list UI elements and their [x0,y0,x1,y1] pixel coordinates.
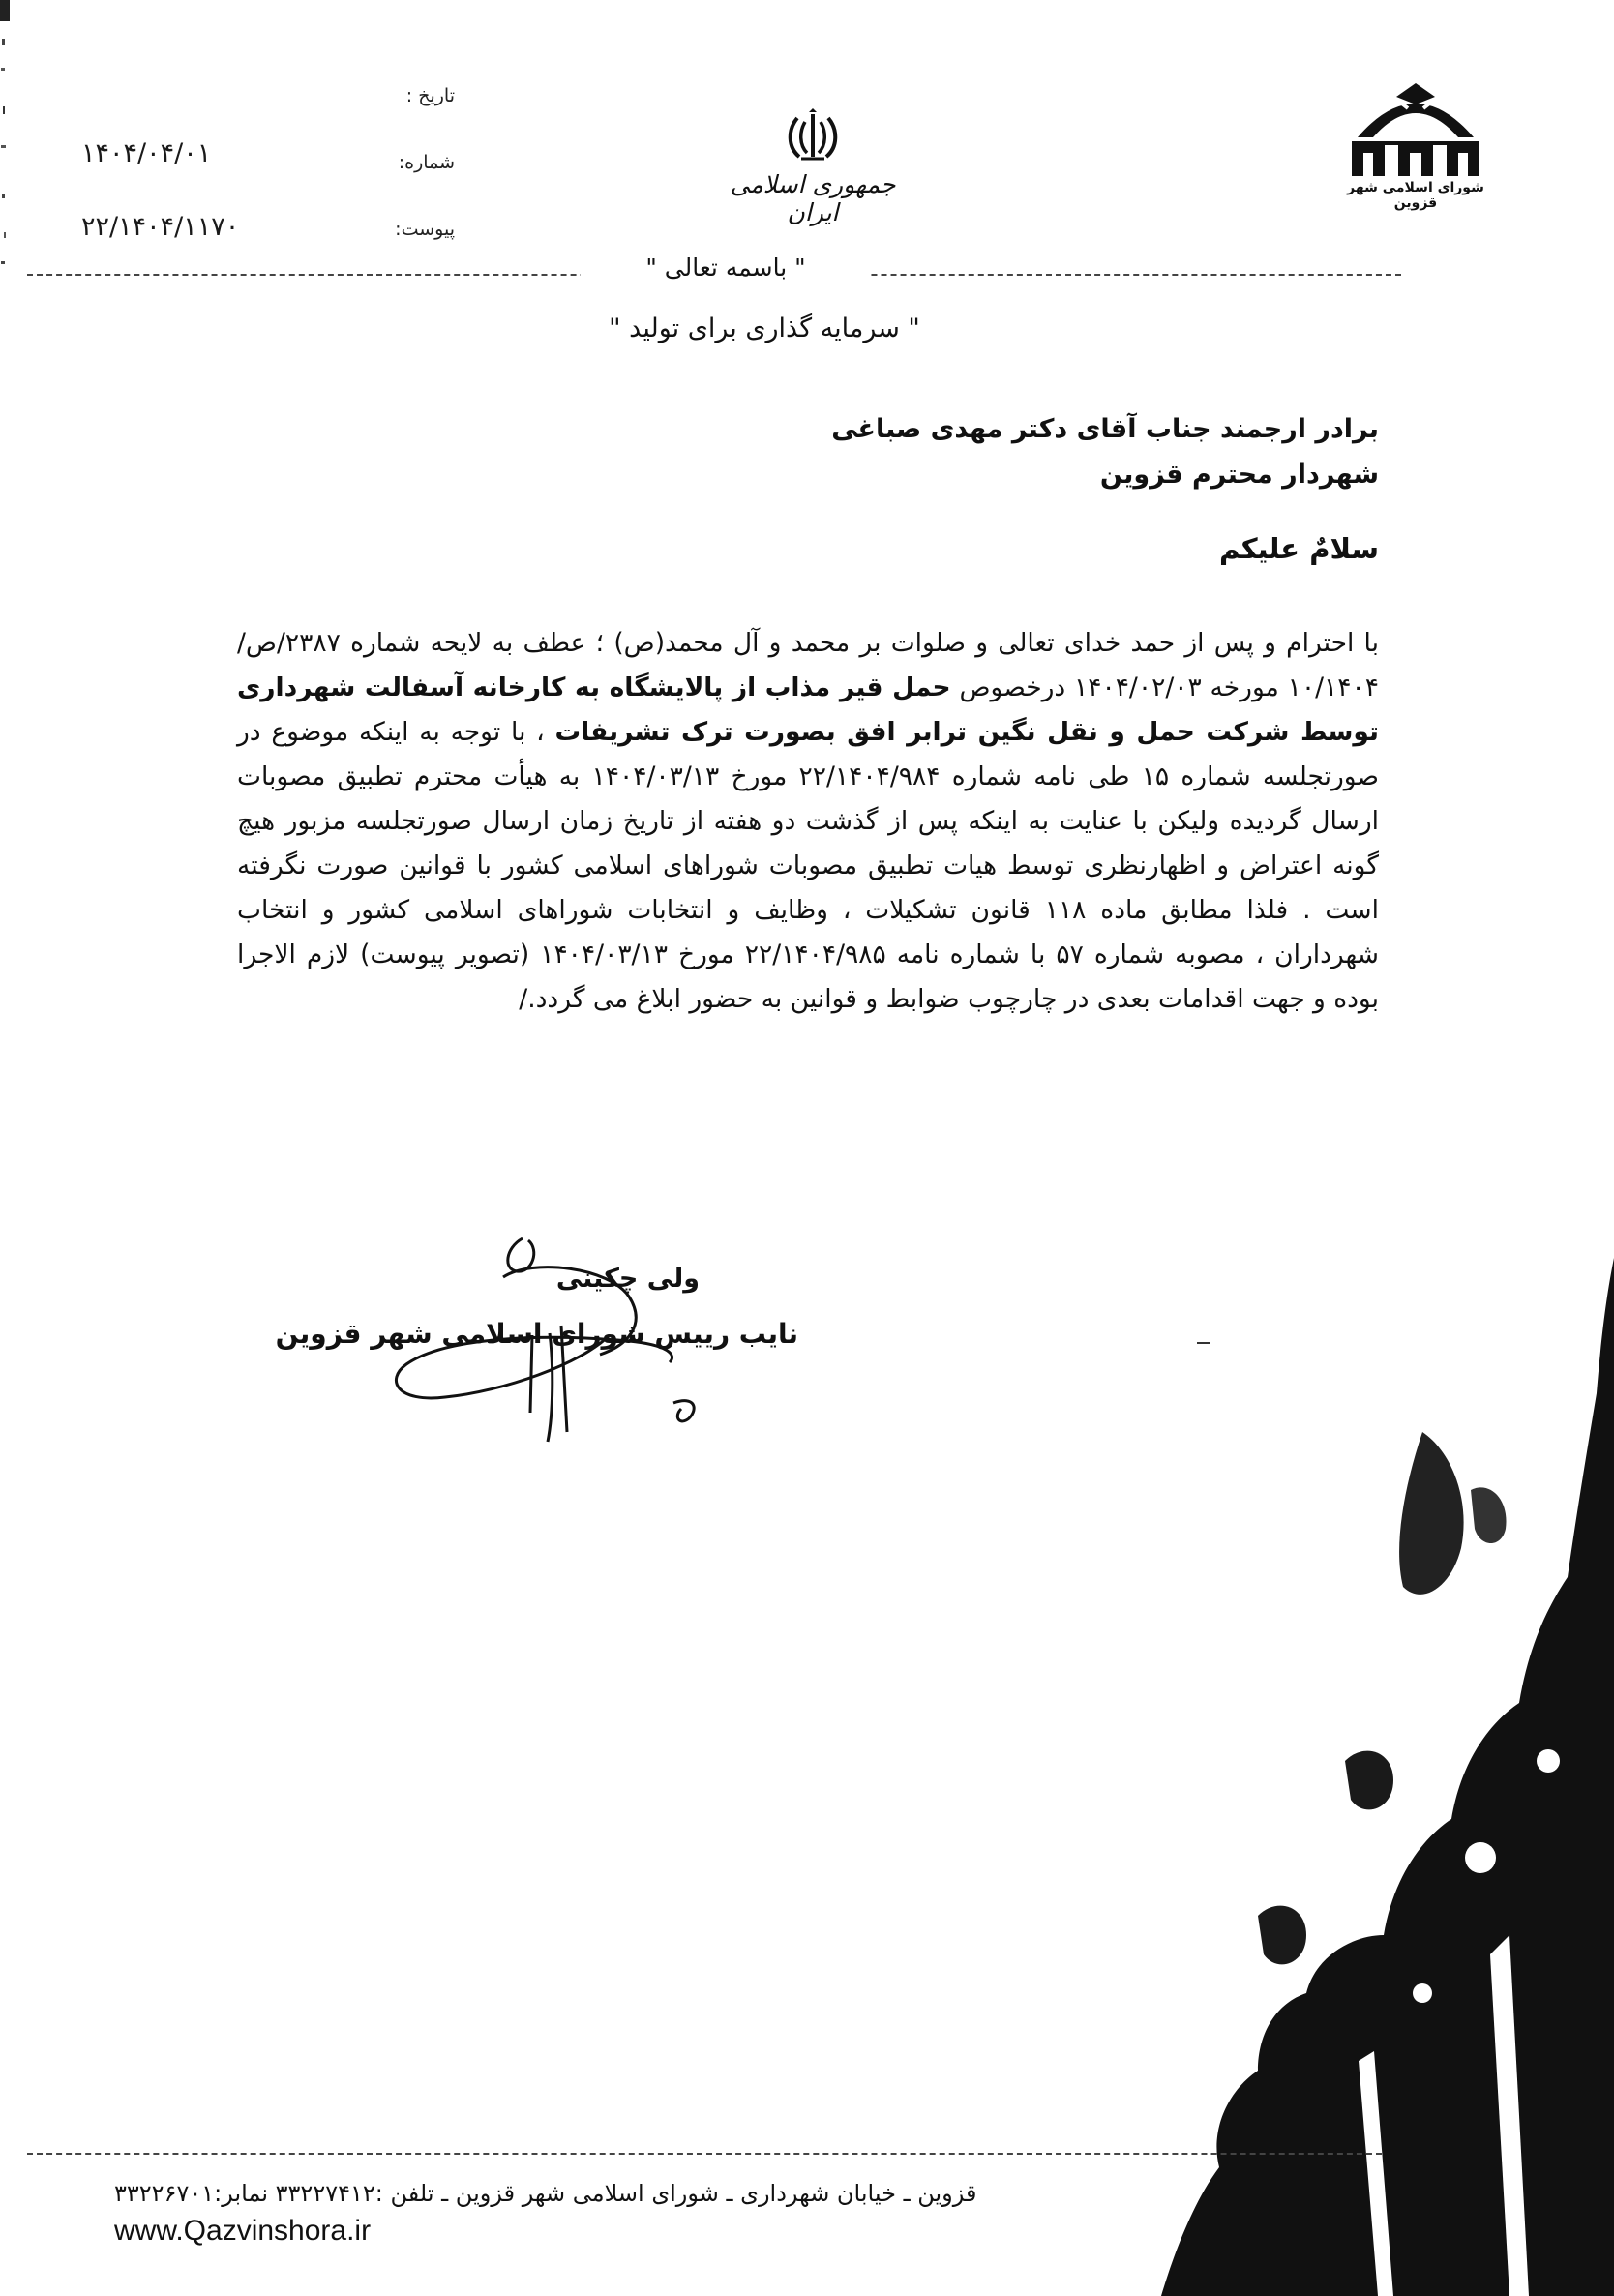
footer-website[interactable]: www.Qazvinshora.ir [114,2215,372,2247]
republic-name: جمهوری اسلامی ایران [730,170,896,226]
number-value: ۲۲/۱۴۰۴/۱۱۷۰ [81,212,240,242]
iran-emblem-icon [784,108,842,164]
body-text-part3: ، با توجه به اینکه موضوع در صورتجلسه شماره ۱۵ طی نامه شماره ۲۲/۱۴۰۴/۹۸۴ مورخ ۱۴۰۴/۰۳/۱۳ به هیأت محترم تطبیق مصوبات ارسال گردیده ولیکن با عنایت به اینکه پس از گذشت دو هفته از تاریخ زمان ارسال صورتجلسه مزبور هیچ گونه اعتراض و اظهارنظری توسط هیات تطبیق مصوبات شوراهای اسلامی کشور با قوانین صورت نگرفته است . فلذا مطابق ماده ۱۱۸ قانون تشکیلات ، وظایف و انتخابات شوراهای اسلامی کشور و انتخاب شهرداران ، مصوبه شماره ۵۷ با شماره نامه ۲۲/۱۴۰۴/۹۸۵ مورخ ۱۴۰۴/۰۳/۱۳ (تصویر پیوست) لازم الاجرا بوده و جهت اقدامات بعدی در چارچوب ضوابط و قوانین به حضور ابلاغ می گردد./ [237,717,1379,1014]
recipient-title: شهردار محترم قزوین [1099,460,1379,490]
recipient-block [508,406,1379,497]
body-text-bold-subject: حمل قیر مذاب از پالایشگاه به کارخانه آسفالت شهرداری توسط شرکت حمل و نقل نگین ترابر افق بصورت ترک تشریفات [237,672,1379,747]
date-label: تاریخ : [405,85,455,106]
decorative-corner-artwork [968,1258,1614,2296]
greeting: سلامٌ علیکم [1219,532,1379,565]
handwritten-signature [387,1219,774,1471]
council-logo-block [1333,79,1498,215]
letter-body [237,621,1379,1022]
recipient-name: برادر ارجمند جناب آقای دکتر مهدی صباغی [831,414,1379,444]
letter-meta-values [81,138,333,285]
number-label: شماره: [398,152,455,173]
council-logo-caption: شورای اسلامی شهر قزوین [1347,180,1484,211]
attachment-label: پیوست: [395,219,455,240]
letter-meta-labels [358,85,455,285]
footer-address: قزوین ـ خیابان شهرداری ـ شورای اسلامی شهر قزوین ـ تلفن :۳۳۲۲۷۴۱۲ نمابر:۳۳۲۲۶۷۰۱ [114,2180,977,2207]
scan-edge-artifact [0,0,25,290]
footer-divider [27,2153,1382,2155]
year-slogan: " سرمایه گذاری برای تولید " [609,313,920,343]
bismillah-heading: " باسمه تعالی " [581,253,871,282]
council-logo-icon [1338,79,1493,176]
signatory-title: نایب رییس شورای اسلامی شهر قزوین [275,1318,798,1350]
signatory-name: ولی چکینی [555,1264,700,1294]
national-emblem-block [716,108,910,224]
body-text-part1: با احترام و پس از حمد خدای تعالی و صلوات بر محمد و آل محمد(ص) ؛ عطف به لایحه شماره ۲۳۸۷/ص/۱۰/۱۴۰۴ مورخه ۱۴۰۴/۰۲/۰۳ درخصوص [237,628,1379,702]
date-value: ۱۴۰۴/۰۴/۰۱ [81,138,212,168]
